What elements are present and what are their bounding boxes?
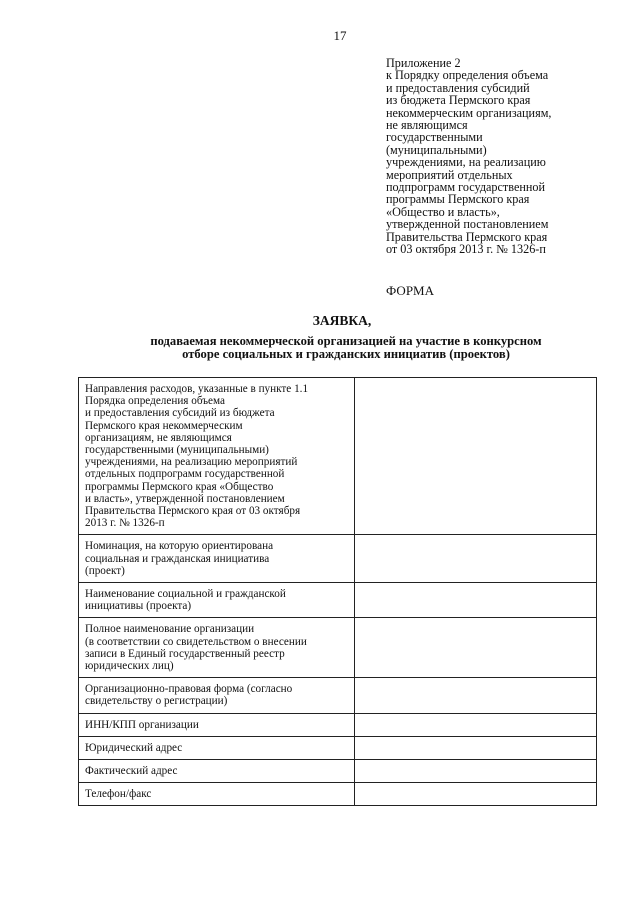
row-label-phone-fax (79, 783, 355, 806)
table-row (79, 618, 597, 678)
label-line: Организационно-правовая форма (согласно (85, 683, 293, 696)
appendix-line: учреждениями, на реализацию (386, 155, 546, 170)
table-row (79, 760, 597, 783)
appendix-line: мероприятий отдельных (386, 167, 513, 182)
appendix-line: некоммерческим организациям, (386, 105, 552, 120)
appendix-line: государственными (386, 130, 483, 145)
row-label-inn-kpp (79, 713, 355, 736)
row-label-actual-address (79, 760, 355, 783)
subtitle-line: подаваемая некоммерческой организацией на участие в конкурсном (150, 334, 542, 348)
row-label-nomination (79, 535, 355, 583)
table-row (79, 713, 597, 736)
table-row (79, 378, 597, 535)
form-label: ФОРМА (386, 283, 434, 298)
value-cell-inn-kpp[interactable] (354, 713, 596, 736)
table-row (79, 535, 597, 583)
label-line: учреждениями, на реализацию мероприятий (85, 456, 298, 469)
value-cell-legal-address[interactable] (354, 736, 596, 759)
document-title: ЗАЯВКА, (312, 313, 372, 328)
subtitle-line: отборе социальных и гражданских инициатив (проектов) (182, 347, 510, 361)
row-label-initiative-name (79, 583, 355, 618)
label-line: и власть», утвержденной постановлением (85, 492, 285, 505)
value-cell-legal-form[interactable] (354, 678, 596, 713)
row-label-legal-form (79, 678, 355, 713)
label-line: Правительства Пермского края от 03 октября (85, 505, 301, 518)
application-table (78, 377, 597, 806)
value-cell-expense-directions[interactable] (354, 378, 596, 535)
label-line: Пермского края некоммерческим (85, 419, 243, 432)
label-line: и предоставления субсидий из бюджета (85, 407, 275, 420)
label-line: Номинация, на которую ориентирована (85, 540, 274, 553)
appendix-line: утвержденной постановлением (386, 217, 549, 232)
label-line: записи в Единый государственный реестр (85, 647, 285, 660)
table-row (79, 583, 597, 618)
label-line: Фактический адрес (85, 765, 178, 778)
label-line: 2013 г. № 1326-п (85, 517, 165, 530)
appendix-line: подпрограмм государственной (386, 180, 546, 195)
label-line: отдельных подпрограмм государственной (85, 468, 285, 481)
value-cell-nomination[interactable] (354, 535, 596, 583)
appendix-line: из бюджета Пермского края (386, 93, 531, 108)
value-cell-actual-address[interactable] (354, 760, 596, 783)
appendix-line: программы Пермского края (386, 192, 530, 207)
label-line: юридических лиц) (85, 660, 174, 673)
label-line: организациям, не являющимся (85, 431, 232, 444)
label-line: свидетельству о регистрации) (85, 695, 228, 708)
label-line: (в соответствии со свидетельством о внесении (85, 635, 307, 648)
row-label-expense-directions (79, 378, 355, 535)
label-line: программы Пермского края «Общество (85, 480, 274, 493)
label-line: ИНН/КПП организации (85, 718, 199, 731)
value-cell-initiative-name[interactable] (354, 583, 596, 618)
appendix-line: и предоставления субсидий (386, 80, 530, 95)
row-label-legal-address (79, 736, 355, 759)
page-number: 17 (333, 28, 347, 43)
label-line: Порядка определения объема (85, 395, 225, 408)
row-label-org-full-name (79, 618, 355, 678)
label-line: социальная и гражданская инициатива (85, 552, 270, 565)
appendix-line: Приложение 2 (386, 56, 461, 70)
appendix-line: не являющимся (386, 118, 468, 133)
label-line: инициативы (проекта) (85, 600, 192, 613)
table-row (79, 736, 597, 759)
label-line: Юридический адрес (85, 741, 183, 754)
label-line: Полное наименование организации (85, 623, 255, 636)
table-row (79, 678, 597, 713)
label-line: государственными (муниципальными) (85, 444, 269, 457)
appendix-line: от 03 октября 2013 г. № 1326-п (386, 242, 546, 257)
table-row (79, 783, 597, 806)
document-subtitle (116, 335, 576, 361)
label-line: Наименование социальной и гражданской (85, 588, 286, 601)
label-line: (проект) (85, 564, 125, 577)
label-line: Телефон/факс (85, 788, 152, 801)
appendix-header (386, 57, 606, 256)
appendix-line: Правительства Пермского края (386, 229, 548, 244)
value-cell-phone-fax[interactable] (354, 783, 596, 806)
value-cell-org-full-name[interactable] (354, 618, 596, 678)
appendix-line: «Общество и власть», (386, 204, 500, 219)
appendix-line: к Порядку определения объема (386, 68, 549, 83)
label-line: Направления расходов, указанные в пункте 1.1 (85, 383, 309, 395)
appendix-line: (муниципальными) (386, 142, 487, 157)
